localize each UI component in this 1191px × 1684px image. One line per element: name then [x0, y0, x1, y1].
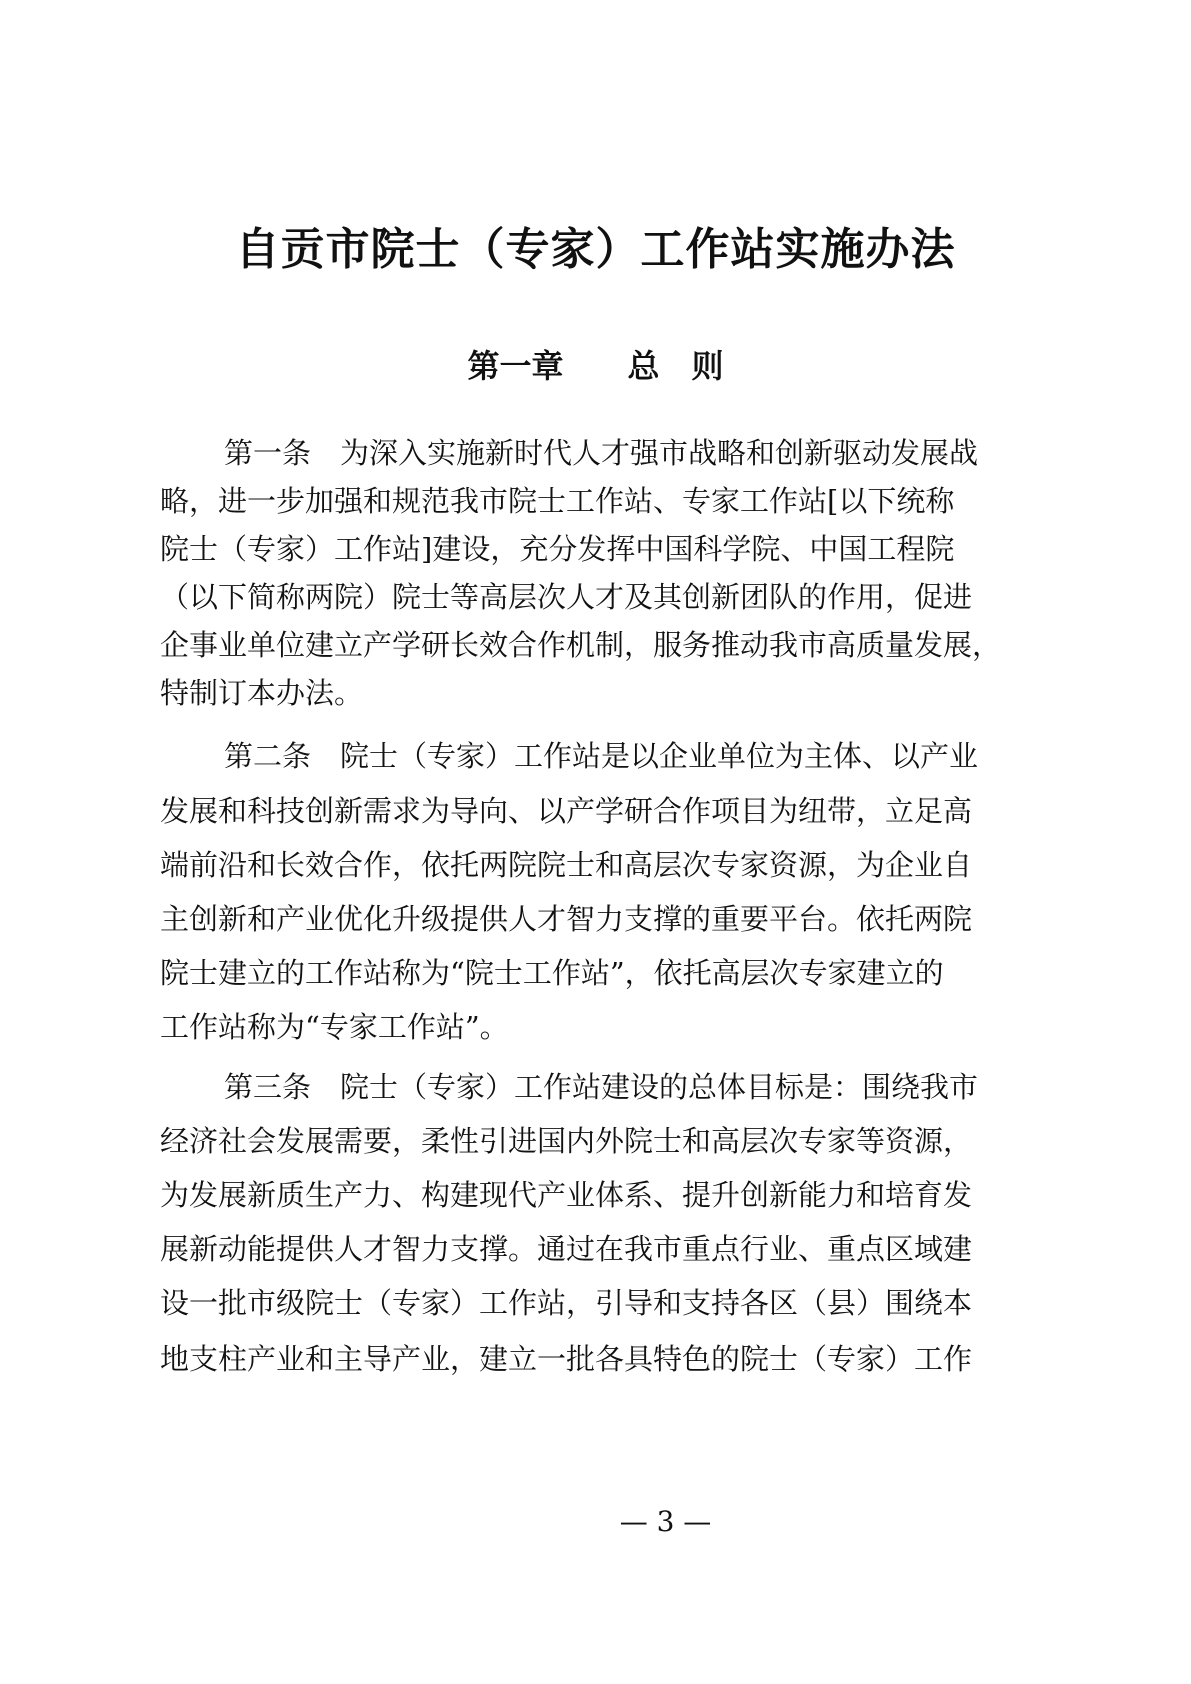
article-3-line-4: 展新动能提供人才智力支撑。通过在我市重点行业、重点区域建 [160, 1232, 973, 1266]
document-title: 自贡市院士（专家）工作站实施办法 [235, 224, 956, 275]
article-label: 第三条 [224, 1070, 312, 1104]
article-label: 第二条 [224, 739, 312, 773]
article-2-line-4: 主创新和产业优化升级提供人才智力支撑的重要平台。依托两院 [160, 902, 973, 936]
article-1-line-4: （以下简称两院）院士等高层次人才及其创新团队的作用，促进 [160, 580, 973, 614]
article-2-line-6: 工作站称为“专家工作站”。 [160, 1010, 509, 1044]
article-3-line-2: 经济社会发展需要，柔性引进国内外院士和高层次专家等资源， [160, 1124, 973, 1158]
article-label: 第一条 [224, 436, 312, 470]
article-3-line-1: 第三条 院士（专家）工作站建设的总体目标是：围绕我市 [224, 1070, 979, 1104]
chapter-heading [0, 345, 1191, 387]
article-3-line-3: 为发展新质生产力、构建现代产业体系、提升创新能力和培育发 [160, 1178, 973, 1212]
article-3-line-5: 设一批市级院士（专家）工作站，引导和支持各区（县）围绕本 [160, 1286, 973, 1320]
article-2-line-1: 第二条 院士（专家）工作站是以企业单位为主体、以产业 [224, 739, 979, 773]
page-number: — 3 — [619, 1505, 712, 1538]
chapter-name: 总 则 [627, 347, 724, 385]
chapter-label: 第一章 [467, 347, 564, 385]
article-1-line-6: 特制订本办法。 [160, 676, 364, 710]
article-1-line-3: 院士（专家）工作站]建设，充分发挥中国科学院、中国工程院 [160, 532, 955, 566]
article-1-line-1: 第一条 为深入实施新时代人才强市战略和创新驱动发展战 [224, 436, 979, 470]
article-1-line-2: 略，进一步加强和规范我市院士工作站、专家工作站[以下统称 [160, 484, 955, 518]
article-1-line-5: 企事业单位建立产学研长效合作机制，服务推动我市高质量发展， [160, 628, 1002, 662]
article-2-line-2: 发展和科技创新需求为导向、以产学研合作项目为纽带，立足高 [160, 794, 973, 828]
article-2-line-3: 端前沿和长效合作，依托两院院士和高层次专家资源，为企业自 [160, 848, 973, 882]
article-3-line-6: 地支柱产业和主导产业，建立一批各具特色的院士（专家）工作 [160, 1342, 973, 1376]
article-2-line-5: 院士建立的工作站称为“院士工作站”，依托高层次专家建立的 [160, 956, 944, 990]
